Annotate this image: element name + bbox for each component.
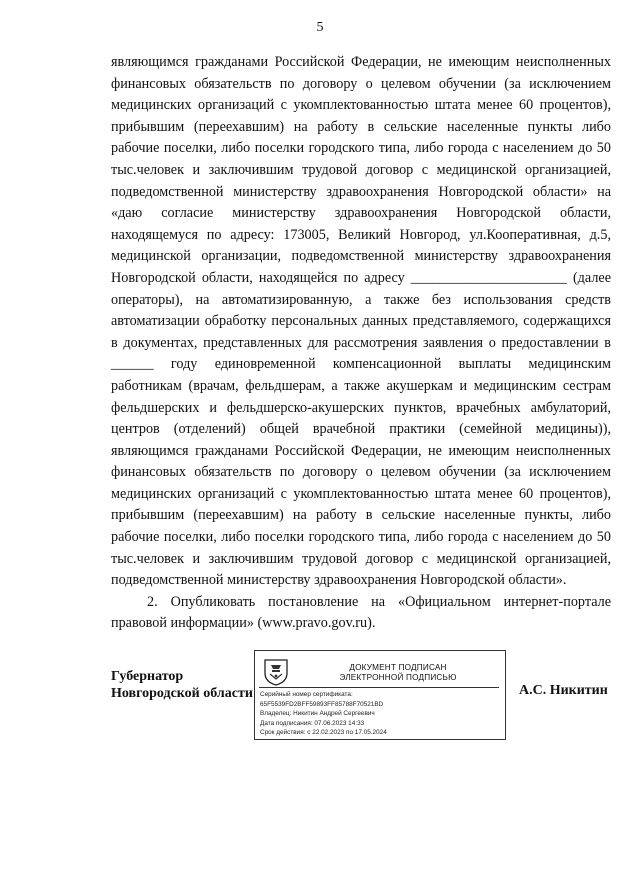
stamp-cert-number: 65F5539FD2BFF59893FF85788F70521BD: [260, 700, 384, 708]
stamp-header: [295, 663, 501, 683]
signatory-title-line1: Губернатор: [111, 669, 184, 684]
page-number: 5: [316, 20, 324, 35]
stamp-owner: Владелец: Никитин Андрей Сергеевич: [260, 710, 375, 718]
signatory-name: А.С. Никитин: [519, 683, 608, 698]
stamp-divider: [259, 687, 499, 688]
stamp-header-line2: ЭЛЕКТРОННОЙ ПОДПИСЬЮ: [339, 673, 457, 682]
stamp-validity: Срок действия: с 22.02.2023 по 17.05.2024: [260, 729, 387, 737]
electronic-signature-stamp: [254, 650, 506, 740]
signatory-title-line2: Новгородской области: [111, 686, 253, 701]
paragraph-publication: 2. Опубликовать постановление на «Официальном интернет-портале правовой информации» (www.pravo.gov.ru).: [111, 593, 611, 632]
stamp-header-line1: ДОКУМЕНТ ПОДПИСАН: [349, 663, 447, 672]
stamp-signed-date: Дата подписания: 07.06.2023 14:33: [260, 719, 365, 727]
coat-of-arms-icon: [261, 657, 291, 687]
signatory-title: [111, 668, 253, 702]
stamp-details: [260, 690, 387, 738]
document-body: [111, 52, 611, 635]
stamp-cert-label: Серийный номер сертификата:: [260, 691, 353, 698]
paragraph-amendment-text: являющимся гражданами Российской Федерации, не имеющим неисполненных финансовых обязательств по договору о целевом обучении (за исключением медицинских организаций с укомплектованностью штата менее 60 процентов), прибывшим (переехавшим) на работу в сельские населенные пункты либо рабочие поселки, либо поселки городского типа, либо города с населением до 50 тыс.человек и заключившим трудовой договор с медицинской организацией, подведомственной министерству здравоохранения Новгородской области» на «даю согласие министерству здравоохранения Новгородской области, находящемуся по адресу: 173005, Великий Новгород, ул.Кооперативная, д.5, медицинской организации, подведомственной министерству здравоохранения Новгородской области, находящейся по адресу ______________________ (далее операторы), на автоматизированную, а также без использования средств автоматизации обработку персональных данных представляемого, содержащихся в документах, представленных для рассмотрения заявления о предоставлении в ______ году единовременной компенсационной выплаты медицинским работникам (врачам, фельдшерам, а также акушеркам и медицинским сестрам фельдшерских и фельдшерско-акушерских пунктов, врачебных амбулаторий, центров (отделений) общей врачебной практики (семейной медицины)), являющимся гражданами Российской Федерации, не имеющим неисполненных финансовых обязательств по договору о целевом обучении (за исключением медицинских организаций с укомплектованностью штата менее 60 процентов), прибывшим (переехавшим) на работу в сельские населенные пункты, либо рабочие поселки, либо поселки городского типа, либо города с населением до 50 тыс.человек и заключившим трудовой договор с медицинской организацией, подведомственной министерству здравоохранения Новгородской области».: [111, 54, 611, 589]
